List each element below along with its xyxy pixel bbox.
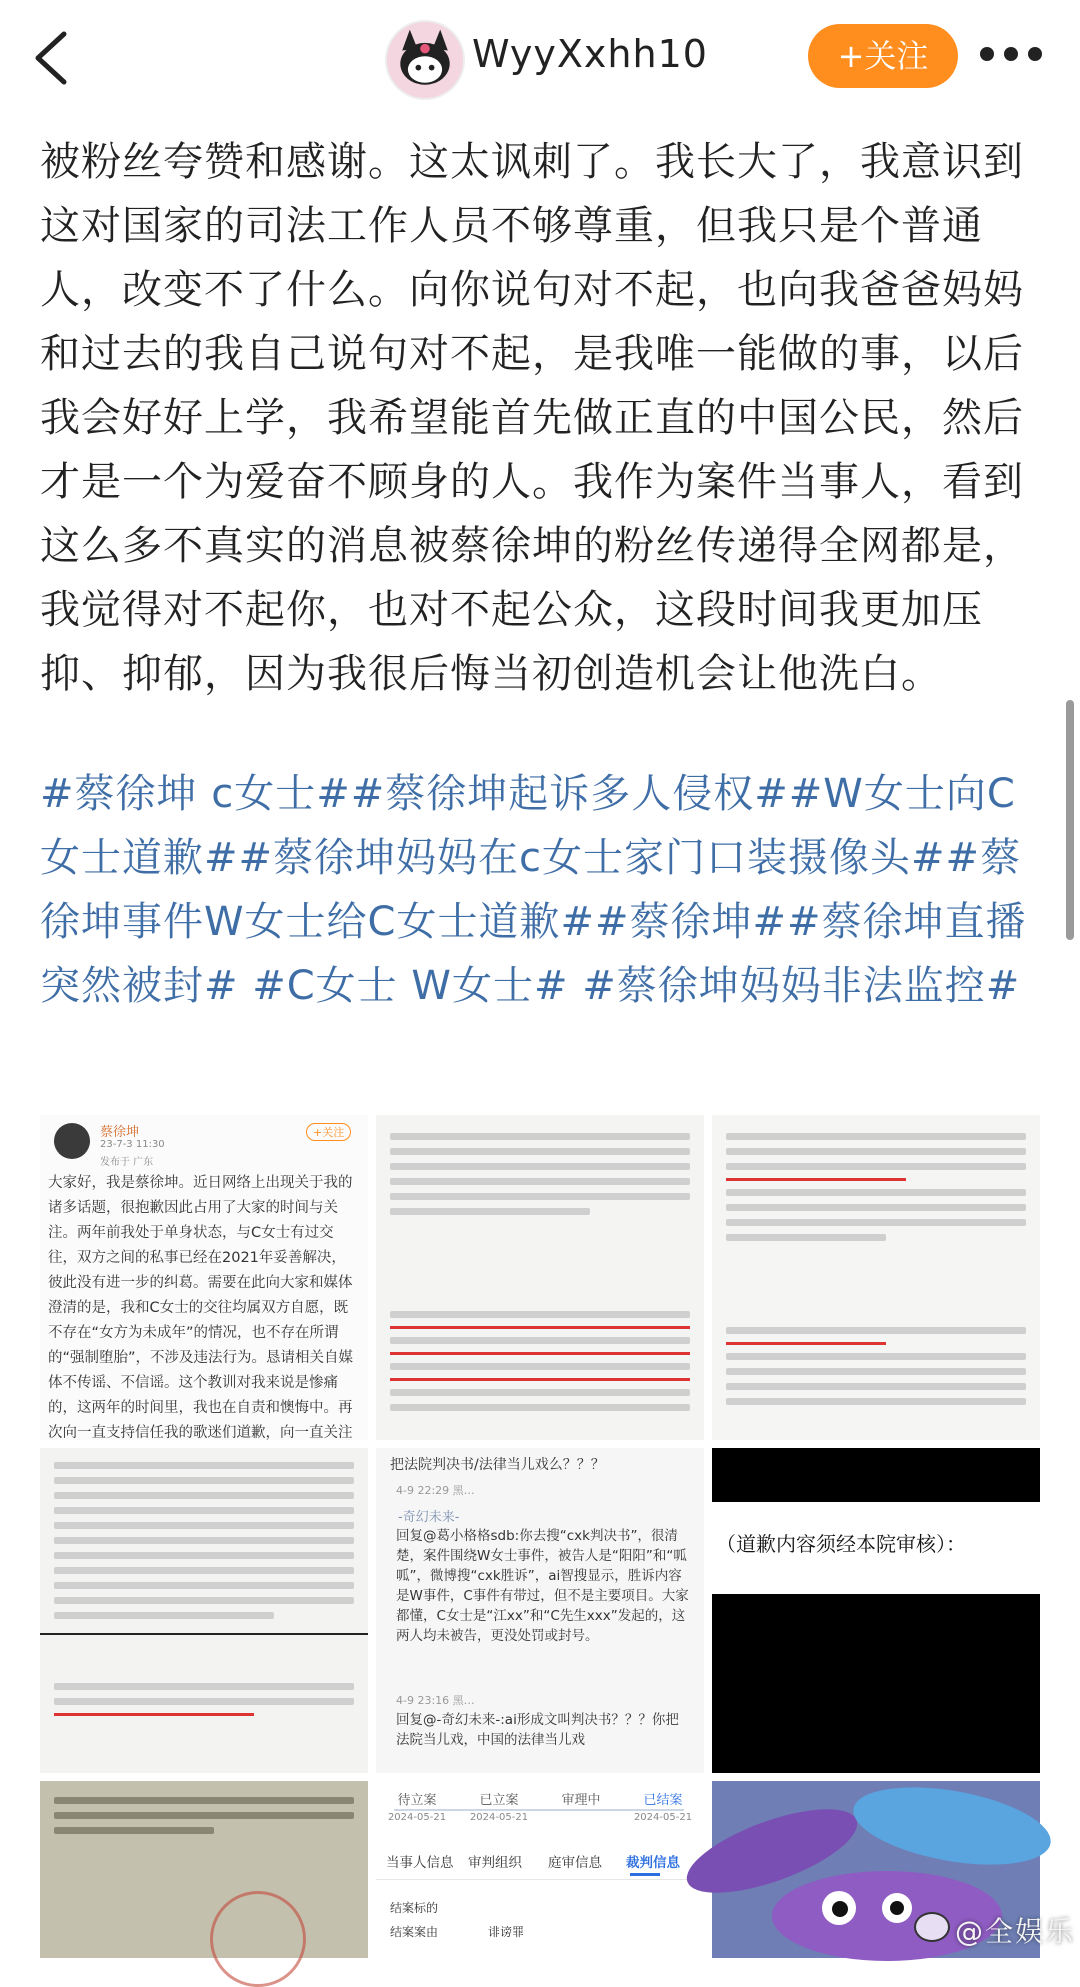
weibo-logo-icon [914,1912,950,1942]
hashtag[interactable]: #蔡徐坤 c女士# [40,771,351,817]
progress-step: 审理中 [561,1793,601,1808]
hashtag[interactable]: #蔡徐坤妈妈在c女士家门口装摄像头# [238,835,946,881]
image-thumb-photo[interactable] [40,1781,368,1958]
progress-step-current: 已结案 2024-05-21 [633,1793,693,1823]
statement-follow-badge: +关注 [306,1123,351,1141]
follow-button[interactable]: +关注 [808,24,958,88]
tab-hearing: 庭审信息 [548,1855,602,1871]
image-thumb-court-notice[interactable] [712,1448,1040,1773]
image-thumb-case-status[interactable] [376,1781,704,1958]
avatar[interactable] [385,20,465,100]
image-thumb-document[interactable] [40,1448,368,1773]
tab-judgment: 裁判信息 [626,1855,680,1871]
statement-header [48,1119,358,1169]
tab-judges: 审判组织 [468,1855,522,1871]
comment-reply: 回复@-奇幻未来-:ai形成文叫判决书？？？你把法院当儿戏，中国的法律当儿戏 [396,1712,679,1748]
statement-location: 发布于 广东 [100,1157,154,1168]
comment-question: 把法院判决书/法律当儿戏么？？？ [390,1457,605,1473]
hashtag[interactable]: #蔡徐坤# [595,899,788,945]
hashtag[interactable]: #蔡徐坤直播突然被封# [40,899,1027,1009]
statement-date: 23-7-3 11:30 [100,1139,165,1150]
case-tabs [376,1843,704,1880]
comment-meta: 4-9 23:16 黑… [396,1694,475,1707]
image-thumb-document[interactable] [712,1115,1040,1440]
hashtag[interactable]: #W女士向C女士道歉# [40,771,1016,881]
progress-step: 已立案 2024-05-21 [469,1793,529,1823]
post-text: 被粉丝夸赞和感谢。这太讽刺了。我长大了，我意识到这对国家的司法工作人员不够尊重，但我只是个普通人，改变不了什么。向你说句对不起，也向我爸爸妈妈和过去的我自己说句对不起，是我唯一能做的事，以后我会好好上学，我希望能首先做正直的中国公民，然后才是一个为爱奋不顾身的人。我作为案件当事人，看到这么多不真实的消息被蔡徐坤的粉丝传递得全网都是，我觉得对不起你，也对不起公众，这段时间我更加压抑、抑郁，因为我很后悔当初创造机会让他洗白。 [40,139,1024,697]
notice-caption: （道歉内容须经本院审核）： [716,1532,966,1556]
more-options-icon[interactable] [980,46,1060,66]
statement-text: 大家好，我是蔡徐坤。近日网络上出现关于我的诸多话题，很抱歉因此占用了大家的时间与关注。两年前我处于单身状态，与C女士有过交往，双方之间的私事已经在2021年妥善解决，彼此没有进一步的纠葛。需要在此向大家和媒体澄清的是，我和C女士的交往均属双方自愿，既不存在“女方为未成年”的情况，也不存在所谓的“强制堕胎”，不涉及违法行为。恳请相关自媒体不传谣、不信谣。这个教训对我来说是惨痛的，这两年的时间里，我也在自责和懊悔中。再次向一直支持信任我的歌迷们道歉，向一直关注 [48,1175,354,1441]
scrollbar[interactable] [1066,700,1074,940]
comment-meta: 4-9 22:29 黑… [396,1484,475,1497]
username[interactable]: WyyXxhh10 [472,32,708,76]
image-thumb-statement[interactable] [40,1115,368,1440]
hashtag[interactable]: #蔡徐坤起诉多人侵权# [350,771,789,817]
hashtag-list [40,762,1050,1018]
comment-reply: 回复@葛小格格sdb:你去搜“cxk判决书”，很清楚，案件围绕W女士事件，被告人是“阳阳”和“呱呱”，微博搜“cxk胜诉”，ai智搜显示，胜诉内容是W事件，C事件有带过，但不是主要项目。大家都懂，C女士是“江xx”和“C先生xxx”发起的，这两人均未被告，更没处罚或封号。 [396,1528,689,1644]
image-grid [40,1115,1040,1958]
image-thumb-comments[interactable] [376,1448,704,1773]
case-row-label: 结案案由 [390,1925,439,1939]
statement-author: 蔡徐坤 [100,1125,140,1140]
case-row-value: 诽谤罪 [488,1925,525,1939]
hashtag[interactable]: #蔡徐坤事件W女士给C女士道歉# [40,835,1022,945]
avatar [54,1123,90,1159]
comment-author: -奇幻未来- [398,1510,460,1525]
case-row-label: 结案标的 [390,1901,439,1915]
tab-parties: 当事人信息 [386,1855,454,1871]
top-bar [0,0,1080,116]
hashtag[interactable]: #C女士 W女士# [252,963,569,1009]
progress-step: 待立案 2024-05-21 [387,1793,447,1823]
tab-underline [630,1873,660,1876]
hashtag[interactable]: #蔡徐坤妈妈非法监控# [582,963,1021,1009]
image-thumb-document[interactable] [376,1115,704,1440]
back-arrow-icon[interactable] [26,26,78,90]
case-progress [376,1783,704,1839]
watermark: @全娱乐 [955,1915,1076,1948]
